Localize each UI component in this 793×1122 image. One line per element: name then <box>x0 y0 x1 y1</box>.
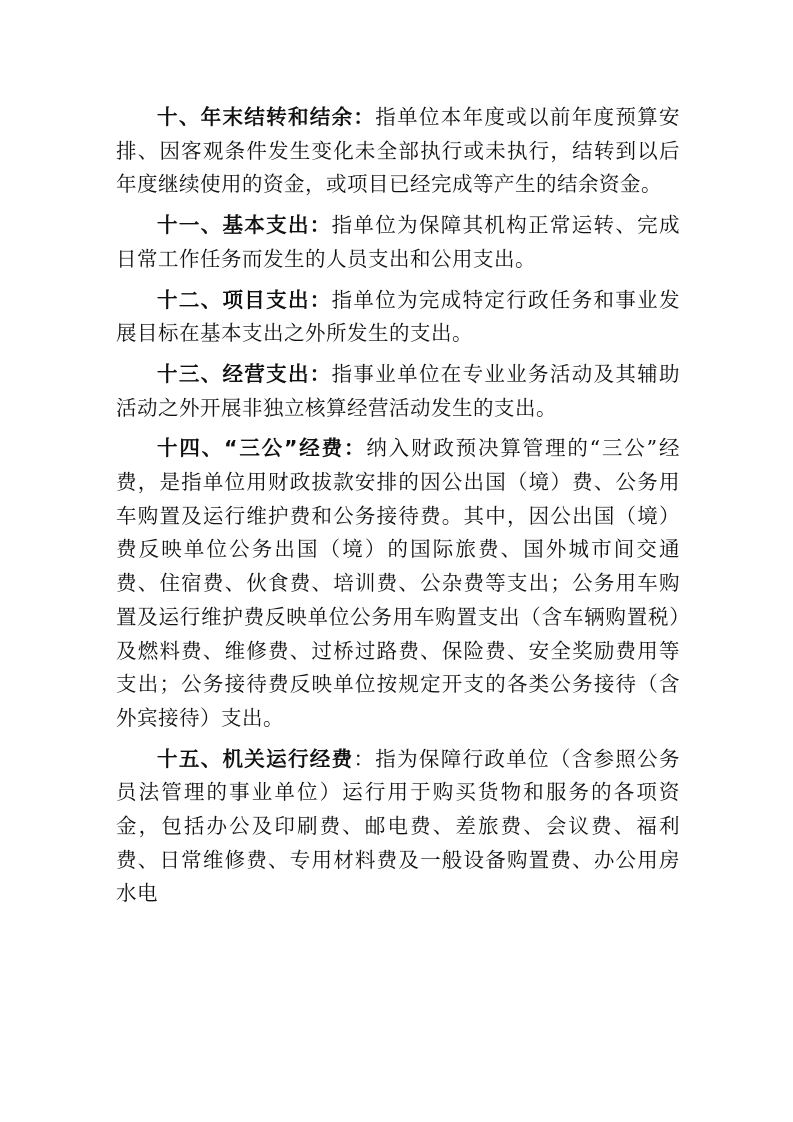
term-definition: 指事业单位在专业业务活动及其辅助活动之外开展非独立核算经营活动发生的支出。 <box>116 361 680 420</box>
document-body <box>116 101 680 911</box>
term-heading: 十四、“三公”经费： <box>157 436 367 461</box>
paragraph-project-expenditure <box>116 284 680 351</box>
term-definition: 指单位为保障其机构正常运转、完成日常工作任务而发生的人员支出和公用支出。 <box>116 213 680 271</box>
paragraph-year-end-carryover <box>116 101 680 202</box>
term-heading: 十、年末结转和结余： <box>157 105 376 129</box>
term-heading: 十一、基本支出： <box>157 213 332 238</box>
paragraph-operating-expenditure <box>116 358 680 425</box>
term-definition: 纳入财政预决算管理的“三公”经费，是指单位用财政拔款安排的因公出国（境）费、公务用车购置及运行维护费和公务接待费。其中，因公出国（境）费反映单位公务出国（境）的国际旅费、国外城市间交通费、住宿费、伙食费、培训费、公杂费等支出；公务用车购置及运行维护费反映单位公务用车购置支出（含车辆购置税）及燃料费、维修费、过桥过路费、保险费、安全奖励费用等支出；公务接待费反映单位按规定开支的各类公务接待（含外宾接待）支出。 <box>116 436 680 730</box>
term-heading: 十五、机关运行经费 <box>157 746 354 771</box>
term-definition: ：指为保障行政单位（含参照公务员法管理的事业单位）运行用于购买货物和服务的各项资金，包括办公及印刷费、邮电费、差旅费、会议费、福利费、日常维修费、专用材料费及一般设备购置费、办公用房水电 <box>116 746 681 906</box>
paragraph-agency-operating-costs <box>116 743 680 912</box>
paragraph-three-public-expenses <box>116 432 680 735</box>
term-heading: 十二、项目支出： <box>157 287 332 312</box>
paragraph-basic-expenditure <box>116 209 680 276</box>
term-definition: 指单位为完成特定行政任务和事业发展目标在基本支出之外所发生的支出。 <box>116 287 680 346</box>
term-definition: 指单位本年度或以前年度预算安排、因客观条件发生变化未全部执行或未执行，结转到以后年度继续使用的资金，或项目已经完成等产生的结余资金。 <box>116 105 681 197</box>
term-heading: 十三、经营支出： <box>157 361 332 386</box>
